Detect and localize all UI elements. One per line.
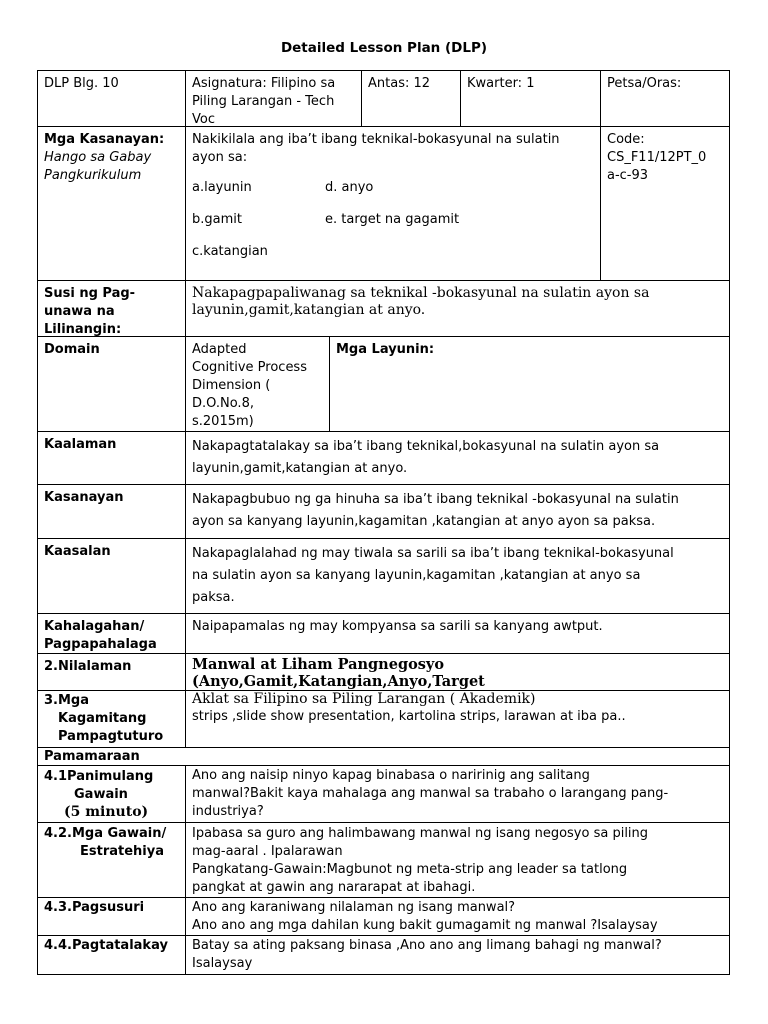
kasanayan-row-line-1: Nakapagbubuo ng ga hinuha sa iba’t ibang teknikal -bokasyunal na sulatin [192,492,679,507]
option-b: b.gamit [192,212,242,227]
pagsusuri-line-2: Ano ano ang mga dahilan kung bakit gumagamit ng manwal ?Isalaysay [192,918,658,933]
kaalaman-line-1: Nakapagtatalakay sa iba’t ibang teknikal,bokasyunal na sulatin ayon sa [192,439,660,454]
susi-label-cell [38,281,185,336]
gawain-label-cell [38,823,185,897]
pagsusuri-line-1: Ano ang karaniwang nilalaman ng isang manwal? [192,900,516,915]
adapted-line-4: D.O.No.8, [192,396,254,411]
antas-text: Antas: 12 [368,76,431,91]
kahalagahan-label-1: Kahalagahan/ [44,619,145,634]
pagtatalakay-line-1: Batay sa ating paksang binasa ,Ano ano ang limang bahagi ng manwal? [192,938,662,953]
kagamitan-label-1: 3.Mga [44,693,89,708]
gawain-content-cell [186,823,729,897]
pamamaraan-label: Pamamaraan [44,749,140,764]
panimulang-line-2: manwal?Bakit kaya mahalaga ang manwal sa trabaho o larangang pang- [192,786,669,801]
kahalagahan-label-cell [38,614,185,653]
asignatura-text: Asignatura: Filipino sa Piling Larangan - Tech Voc [192,76,336,126]
susi-text: Nakapagpapaliwanag sa teknikal -bokasyunal na sulatin ayon sa layunin,gamit,katangian at anyo. [192,285,650,318]
option-a: a.layunin [192,180,252,195]
susi-content-cell [186,281,729,336]
kahalagahan-content-cell [186,614,729,653]
susi-label-1: Susi ng Pag- [44,286,136,301]
options-row-1 [192,179,594,197]
dlp-number-cell [38,71,185,126]
kasanayan-label-cell [38,127,185,280]
pamamaraan-cell [38,748,728,765]
gawain-line-3: Pangkatang-Gawain:Magbunot ng meta-strip ang leader sa tatlong [192,862,628,877]
kwarter-cell [461,71,600,126]
adapted-line-5: s.2015m) [192,414,254,429]
kahalagahan-label-2: Pagpapahalaga [44,637,157,652]
options-row-3 [192,243,594,261]
antas-cell [362,71,460,126]
kagamitan-content-cell [186,691,729,747]
adapted-line-3: Dimension ( [192,378,271,393]
kasanayan-row-line-2: ayon sa kanyang layunin,kagamitan ,katangian at anyo ayon sa paksa. [192,514,656,529]
pagsusuri-content-cell [186,898,729,935]
kagamitan-line-2: strips ,slide show presentation, kartolina strips, larawan at iba pa.. [192,709,626,724]
adapted-line-2: Cognitive Process [192,360,307,375]
layunin-cell [330,337,729,431]
kaasalan-label-cell [38,539,185,613]
kaasalan-line-1: Nakapaglalahad ng may tiwala sa sarili sa iba’t ibang teknikal-bokasyunal [192,546,674,561]
kagamitan-label-3: Pampagtuturo [58,729,164,744]
domain-label: Domain [44,342,100,357]
susi-label-2: unawa na [44,304,115,319]
pagtatalakay-label: 4.4.Pagtatalakay [44,938,168,953]
dlp-number: DLP Blg. 10 [44,76,119,91]
option-d: d. anyo [325,180,374,195]
pagsusuri-label: 4.3.Pagsusuri [44,900,145,915]
petsa-text: Petsa/Oras: [607,76,682,91]
code-line-2: a-c-93 [607,168,649,183]
kaasalan-content-cell [186,539,729,613]
kasanayan-label: Mga Kasanayan: [44,132,165,147]
asignatura-cell [186,71,361,126]
kagamitan-label-2: Kagamitang [58,711,147,726]
kaalaman-line-2: layunin,gamit,katangian at anyo. [192,461,408,476]
kaasalan-line-2: na sulatin ayon sa kanyang layunin,kagamitan ,katangian at anyo sa [192,568,641,583]
kagamitan-label-cell [38,691,185,747]
susi-label-3: Lilinangin: [44,322,122,336]
panimulang-label-2: Gawain [74,787,128,802]
panimulang-label-cell [38,766,185,822]
panimulang-label-3: (5 minuto) [64,804,149,820]
code-line-1: CS_F11/12PT_0 [607,150,707,165]
kahalagahan-text: Naipapamalas ng may kompyansa sa sarili sa kanyang awtput. [192,619,603,634]
kagamitan-line-1: Aklat sa Filipino sa Piling Larangan ( Akademik) [192,691,536,707]
document-title: Detailed Lesson Plan (DLP) [280,40,488,56]
pagtatalakay-label-cell [38,936,185,974]
nilalaman-label: 2.Nilalaman [44,659,132,674]
kasanayan-content-cell [186,127,600,280]
kaasalan-line-3: paksa. [192,590,235,605]
kaalaman-content-cell [186,432,729,484]
kasanayan-row-label-cell [38,485,185,538]
petsa-cell [601,71,729,126]
panimulang-content-cell [186,766,729,822]
kaalaman-label-cell [38,432,185,484]
panimulang-label-1: 4.1Panimulang [44,769,154,784]
gawain-line-1: Ipabasa sa guro ang halimbawang manwal ng isang negosyo sa piling [192,826,649,841]
panimulang-line-3: industriya? [192,804,264,819]
code-label: Code: [607,132,645,147]
kaalaman-label: Kaalaman [44,437,117,452]
layunin-label: Mga Layunin: [336,342,435,357]
kwarter-text: Kwarter: 1 [467,76,535,91]
nilalaman-line-1: Manwal at Liham Pangnegosyo (Anyo,Gamit,Katangian,Anyo,Target [192,656,485,690]
gawain-line-2: mag-aaral . Ipalarawan [192,844,343,859]
option-e: e. target na gagamit [325,212,460,227]
pagtatalakay-content-cell [186,936,729,974]
pagtatalakay-line-2: Isalaysay [192,956,253,971]
kasanayan-sublabel-1: Hango sa Gabay [44,150,152,165]
adapted-line-1: Adapted [192,342,247,357]
gawain-line-4: pangkat at gawin ang nararapat at ibahagi. [192,880,476,895]
kasanayan-row-label: Kasanayan [44,490,124,505]
kaasalan-label: Kaasalan [44,544,111,559]
kasanayan-row-content-cell [186,485,729,538]
domain-label-cell [38,337,185,431]
gawain-label-2: Estratehiya [80,844,165,859]
kasanayan-intro: Nakikilala ang iba’t ibang teknikal-bokasyunal na sulatin ayon sa: [192,132,560,165]
option-c: c.katangian [192,244,268,259]
kasanayan-sublabel-2: Pangkurikulum [44,168,142,183]
gawain-label-1: 4.2.Mga Gawain/ [44,826,167,841]
nilalaman-content-cell [186,654,729,690]
nilalaman-label-cell [38,654,185,690]
panimulang-line-1: Ano ang naisip ninyo kapag binabasa o naririnig ang salitang [192,768,590,783]
options-row-2 [192,211,594,229]
adapted-cell [186,337,329,431]
pagsusuri-label-cell [38,898,185,935]
code-cell [601,127,729,280]
